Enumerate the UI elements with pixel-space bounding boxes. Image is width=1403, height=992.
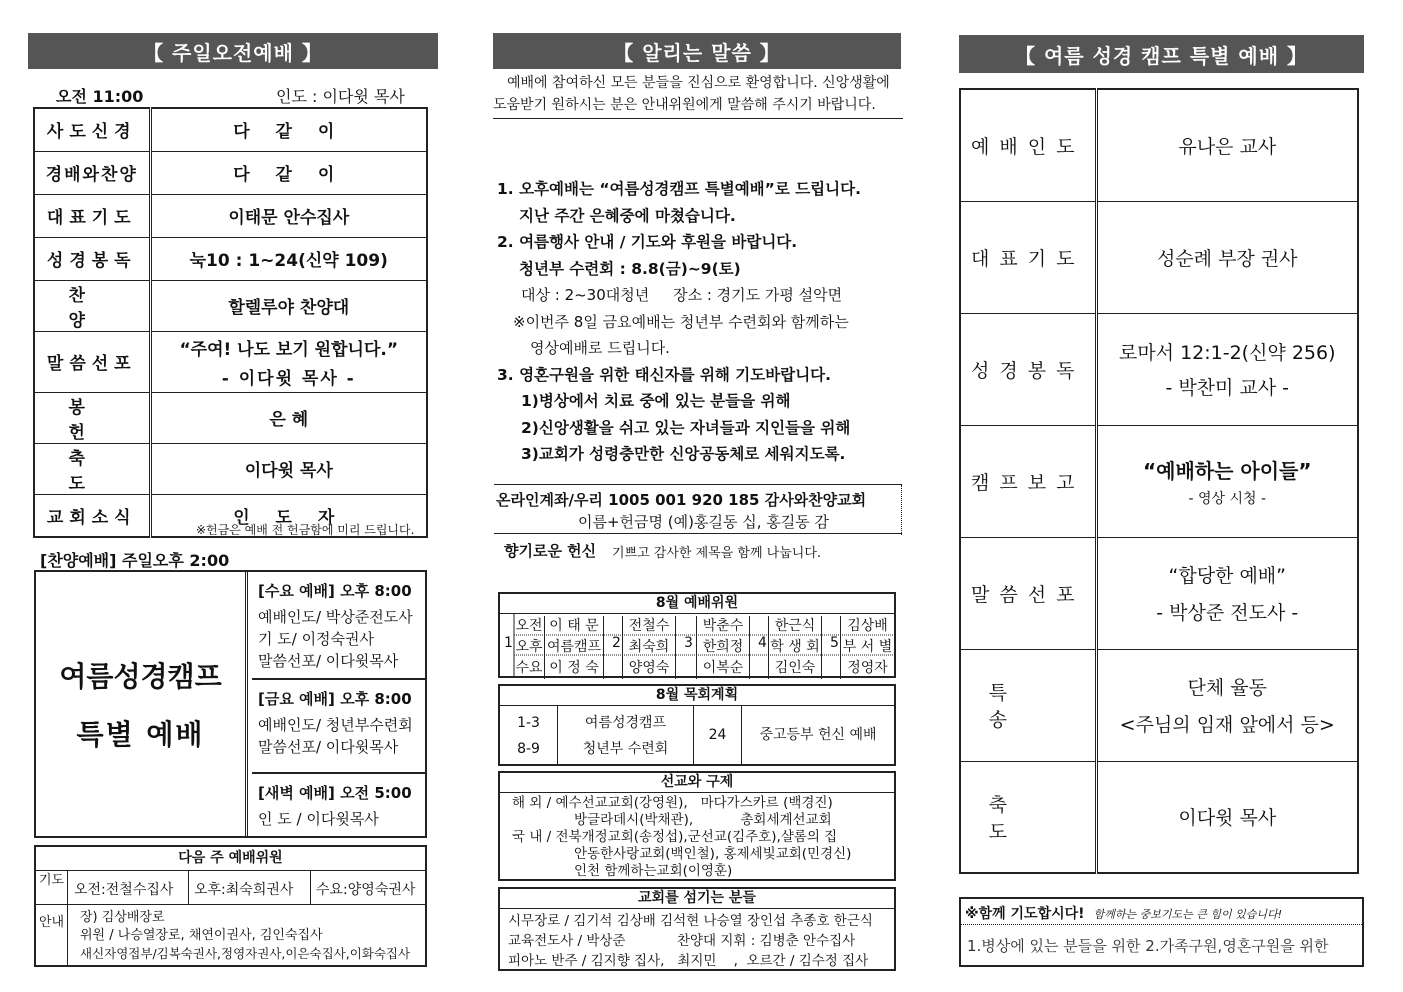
- camp-row-label: 말씀선포: [960, 537, 1096, 649]
- plan-event: 여름성경캠프: [584, 715, 667, 731]
- next-week-box: [34, 845, 427, 967]
- service-type: 오후: [515, 639, 543, 655]
- august-servers-title: 8월 예배위원: [500, 594, 894, 614]
- service-type: 오전: [515, 618, 543, 634]
- row-label: 성경봉독: [34, 237, 150, 280]
- fri-line: 말씀선포/ 이다윗목사: [258, 738, 399, 756]
- row-value: 눅10 : 1~24(신약 109): [150, 237, 427, 280]
- camp-row-value: 성순례 부장 권사: [1096, 201, 1358, 313]
- mission-line: 인천 함께하는교회(이영훈): [574, 863, 733, 879]
- fri-line: 예배인도/ 청년부수련회: [258, 716, 413, 734]
- row-value: 은 혜: [150, 392, 427, 443]
- plan-date2: 24: [694, 706, 742, 764]
- camp-main-title: 여름성경캠프: [59, 660, 222, 693]
- camp-row-value: 유나은 교사: [1096, 89, 1358, 201]
- plan-date: 1-3: [517, 715, 540, 731]
- prayer-title: ※함께 기도합시다!: [965, 906, 1085, 922]
- special-song-sub: <주님의 임재 앞에서 등>: [1119, 714, 1335, 736]
- server-name: 김상배: [847, 618, 888, 634]
- server-name: 정영자: [847, 660, 888, 676]
- camp-row-value: [1096, 313, 1358, 425]
- camp-row-label: 축 도: [960, 761, 1096, 873]
- service-type: 수요: [515, 660, 543, 676]
- notice-item: 지난 주간 은혜중에 마쳤습니다.: [519, 206, 736, 225]
- notice-item: 3. 영혼구원을 위한 태신자를 위해 기도바랍니다.: [497, 365, 832, 384]
- server-name: 한희정: [702, 639, 744, 655]
- row-label: 경배와찬양: [34, 151, 150, 194]
- wed-line: 기 도/ 이정숙권사: [258, 630, 375, 648]
- server-name: 한근식: [774, 618, 816, 634]
- sermon-title: “주여! 나도 보기 원합니다.”: [179, 339, 399, 360]
- prayer-text: 1.병상에 있는 분들을 위한 2.가족구원,영혼구원을 위한: [967, 937, 1329, 955]
- august-plan-title: 8월 목회계획: [500, 686, 894, 706]
- notice-item: ※이번주 8일 금요예배는 청년부 수련회와 함께하는: [513, 312, 849, 331]
- prayer-box: [959, 897, 1364, 967]
- prayer-subtitle: 함께하는 중보기도는 큰 힘이 있습니다!: [1093, 908, 1283, 921]
- notice-item: 2)신앙생활을 쉬고 있는 자녀들과 지인들을 위해: [521, 418, 851, 437]
- sermon-preacher: - 이다윗 목사 -: [221, 368, 356, 389]
- prayer-label: 기도: [36, 871, 68, 904]
- camp-title: 【 여름 성경 캠프 특별 예배 】: [959, 35, 1364, 73]
- plan-event2: 중고등부 헌신 예배: [759, 727, 877, 743]
- wed-title: [수요 예배] 오후 8:00: [258, 582, 412, 600]
- week-num: 4: [758, 635, 767, 651]
- special-song: 단체 율동: [1187, 677, 1267, 699]
- mission-line: 방글라데시(박채관), 총회세계선교회: [574, 812, 832, 828]
- welcome-line: 도움받기 원하시는 분은 안내위원에게 말씀해 주시기 바랍니다.: [493, 97, 876, 113]
- mission-box: [498, 771, 896, 881]
- camp-row-label: 특 송: [960, 649, 1096, 761]
- row-label: 축 도: [34, 443, 150, 494]
- fri-title: [금요 예배] 오후 8:00: [258, 690, 412, 708]
- camp-row-label: 예배인도: [960, 89, 1096, 201]
- row-value: 이다윗 목사: [150, 443, 427, 494]
- offering-text: 기쁘고 감사한 제목을 함께 나눕니다.: [612, 546, 822, 561]
- server-name: 양영숙: [628, 660, 670, 676]
- notice-item: 영상예배로 드립니다.: [530, 339, 670, 357]
- scripture: 로마서 12:1-2(신약 256): [1118, 342, 1336, 364]
- notice-item: 3)교회가 성령충만한 신앙공동체로 세워지도록.: [521, 445, 846, 463]
- welcome-line: 예배에 참여하신 모든 분들을 진심으로 환영합니다. 신앙생활에: [507, 75, 890, 91]
- offering-note: ※헌금은 예배 전 헌금함에 미리 드립니다.: [196, 523, 415, 537]
- server-name: 학 생 회: [770, 639, 820, 655]
- morning-service-title: 【 주일오전예배 】: [28, 33, 438, 69]
- row-value: 할렐루야 찬양대: [150, 280, 427, 331]
- server-name: 박춘수: [702, 618, 744, 634]
- notice-item: 1. 오후예배는 “여름성경캠프 특별예배”로 드립니다.: [497, 180, 861, 198]
- camp-row-value: [1096, 649, 1358, 761]
- row-label: 교회소식: [34, 494, 150, 537]
- morning-time: 오전 11:00: [56, 87, 144, 106]
- row-label: 대표기도: [34, 194, 150, 237]
- morning-leader: 인도 : 이다윗 목사: [276, 87, 405, 106]
- server-name: 전철수: [628, 618, 670, 634]
- servants-line: 시무장로 / 김기석 김상배 김석현 나승열 장인섭 추종호 한근식: [508, 913, 873, 929]
- notice-item: 1)병상에서 치료 중에 있는 분들을 위해: [521, 392, 791, 410]
- camp-main-subtitle: 특별 예배: [76, 718, 205, 751]
- row-value: 인 도 자: [150, 494, 427, 537]
- scripture-reader: - 박찬미 교사 -: [1165, 377, 1290, 399]
- row-label: 사도신경: [34, 108, 150, 151]
- morning-order-table: [33, 107, 428, 538]
- row-label: 봉 헌: [34, 392, 150, 443]
- week-num: 2: [612, 635, 621, 651]
- camp-row-label: 성경봉독: [960, 313, 1096, 425]
- mission-title: 선교와 구제: [500, 773, 894, 793]
- week-num: 5: [830, 635, 839, 651]
- dawn-title: [새벽 예배] 오전 5:00: [258, 784, 412, 802]
- mission-line: 해 외 / 예수선교교회(강영원), 마다가스카르 (백경진): [512, 795, 833, 811]
- camp-row-value: 이다윗 목사: [1096, 761, 1358, 873]
- servants-title: 교회를 섬기는 분들: [500, 889, 894, 909]
- plan-event: 청년부 수련회: [582, 741, 669, 757]
- wed-line: 말씀선포/ 이다윗목사: [258, 652, 399, 670]
- guide-label: 안내: [36, 905, 68, 965]
- camp-row-label: 대표기도: [960, 201, 1096, 313]
- mission-line: 국 내 / 전북개정교회(송정섭),군선교(김주호),샬롬의 집: [512, 829, 838, 845]
- camp-sermon: “합당한 예배”: [1168, 565, 1286, 587]
- account-box: [494, 484, 902, 534]
- server-name: 부 서 별: [842, 639, 893, 655]
- server-name: 최숙희: [628, 639, 670, 655]
- servants-box: [498, 887, 896, 971]
- offering-label: 향기로운 헌신: [504, 542, 597, 560]
- server-name: 이복순: [702, 660, 744, 676]
- wed-line: 예배인도/ 박상준전도사: [258, 608, 413, 626]
- row-label: 말씀선포: [34, 331, 150, 392]
- prayer-am: 오전:전철수집사: [74, 882, 174, 898]
- server-name: 이 정 숙: [549, 660, 599, 676]
- guide-line: 새신자영접부/김복숙권사,정영자권사,이은숙집사,이화숙집사: [80, 946, 411, 961]
- notice-item: 대상 : 2~30대청년 장소 : 경기도 가평 설악면: [521, 286, 843, 304]
- week-num: 1: [504, 635, 513, 651]
- server-name: 이 태 문: [549, 618, 599, 634]
- account-line: 이름+헌금명 (예)홍길동 십, 홍길동 감: [578, 513, 829, 531]
- guide-line: 위원 / 나승열장로, 채연이권사, 김인숙집사: [80, 928, 323, 943]
- notices-title: 【 알리는 말씀 】: [493, 33, 901, 69]
- august-servers-box: [498, 592, 896, 678]
- prayer-wed: 수요:양영숙권사: [316, 882, 416, 898]
- afternoon-title: [찬양예배] 주일오후 2:00: [40, 551, 230, 570]
- camp-report: “예배하는 아이들”: [1143, 458, 1312, 483]
- camp-report-sub: - 영상 시청 -: [1188, 490, 1267, 507]
- notice-item: 2. 여름행사 안내 / 기도와 후원을 바랍니다.: [497, 233, 798, 251]
- servants-line: 교육전도사 / 박상준 찬양대 지휘 : 김병춘 안수집사: [508, 933, 856, 949]
- week-num: 3: [684, 635, 693, 651]
- prayer-pm: 오후:최숙희권사: [194, 882, 294, 898]
- next-week-title: 다음 주 예배위원: [36, 847, 425, 871]
- camp-preacher: - 박상준 전도사 -: [1156, 602, 1299, 624]
- notice-item: 청년부 수련회 : 8.8(금)~9(토): [519, 259, 741, 278]
- row-value: 다 같 이: [150, 151, 427, 194]
- row-value: 다 같 이: [150, 108, 427, 151]
- account-line: 온라인계좌/우리 1005 001 920 185 감사와찬양교회: [496, 491, 867, 509]
- row-label: 찬 양: [34, 280, 150, 331]
- plan-date: 8-9: [517, 741, 540, 757]
- dawn-line: 인 도 / 이다윗목사: [258, 810, 379, 828]
- row-value: 이태문 안수집사: [150, 194, 427, 237]
- row-value: [150, 331, 427, 392]
- camp-row-value: [1096, 425, 1358, 537]
- afternoon-box: [34, 570, 427, 838]
- guide-line: 장) 김상배장로: [80, 910, 165, 925]
- camp-row-value: [1096, 537, 1358, 649]
- camp-order-table: [959, 88, 1359, 874]
- august-plan-box: [498, 684, 896, 766]
- servants-line: 피아노 반주 / 김지향 집사, 최지민 , 오르간 / 김수정 집사: [508, 953, 869, 969]
- server-name: 여름캠프: [546, 639, 602, 655]
- server-name: 김인숙: [774, 660, 816, 676]
- mission-line: 안동한사랑교회(백인철), 홍제세빛교회(민경신): [574, 846, 852, 862]
- camp-row-label: 캠프보고: [960, 425, 1096, 537]
